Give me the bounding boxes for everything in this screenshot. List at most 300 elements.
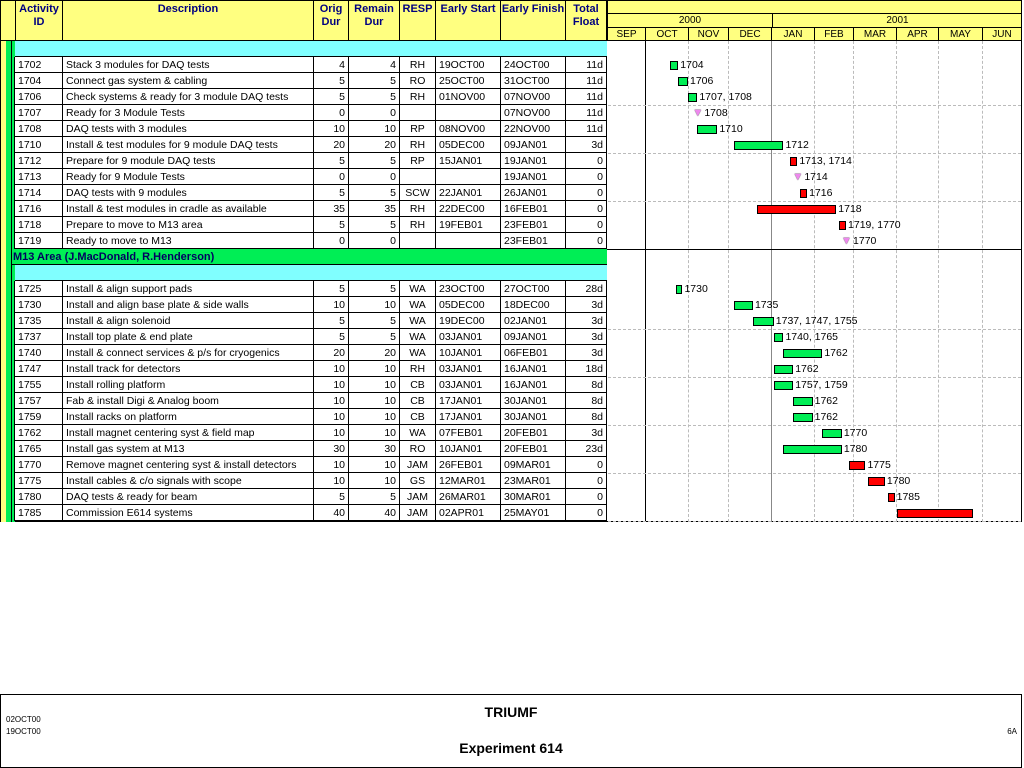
cell-early-start: 10JAN01 <box>435 345 500 361</box>
cell-remain-dur: 10 <box>348 409 399 425</box>
cell-activity-id: 1725 <box>14 281 62 297</box>
header-early-finish: Early Finish <box>501 1 566 41</box>
cell-total-float: 0 <box>565 457 606 473</box>
activity-bar <box>697 125 717 134</box>
section-divider <box>607 249 1022 250</box>
row-gridline <box>608 521 1021 522</box>
table-row <box>15 377 607 393</box>
cell-early-finish: 24OCT00 <box>500 57 565 73</box>
cell-resp: CB <box>399 393 435 409</box>
cell-resp <box>399 169 435 185</box>
cell-description: Install magnet centering syst & field map <box>62 425 313 441</box>
cell-description: Install rolling platform <box>62 377 313 393</box>
cell-remain-dur: 5 <box>348 89 399 105</box>
activity-bar <box>793 413 812 422</box>
bar-label: 1785 <box>896 491 920 503</box>
activity-bar <box>774 365 793 374</box>
cell-early-start: 02APR01 <box>435 505 500 521</box>
cell-early-start: 15JAN01 <box>435 153 500 169</box>
activity-bar <box>868 477 885 486</box>
bar-label: 1762 <box>795 363 819 375</box>
month-gridline <box>728 41 729 522</box>
section-spacer <box>15 41 607 57</box>
cell-orig-dur: 10 <box>313 473 348 489</box>
table-row <box>15 233 607 249</box>
cell-remain-dur: 5 <box>348 489 399 505</box>
activity-bar <box>793 397 812 406</box>
cell-orig-dur: 30 <box>313 441 348 457</box>
bar-label: 1719, 1770 <box>848 219 901 231</box>
cell-total-float: 0 <box>565 185 606 201</box>
cell-orig-dur: 5 <box>313 313 348 329</box>
milestone-diamond-icon: ▼ <box>792 171 804 183</box>
cell-early-finish: 07NOV00 <box>500 89 565 105</box>
cell-early-start: 03JAN01 <box>435 377 500 393</box>
bar-label: 1707, 1708 <box>699 91 752 103</box>
cell-orig-dur: 0 <box>313 169 348 185</box>
cell-resp: RH <box>399 57 435 73</box>
activity-bar <box>800 189 807 198</box>
month-mar: MAR <box>853 27 896 41</box>
cell-resp: WA <box>399 329 435 345</box>
table-row <box>15 57 607 73</box>
cell-description: DAQ tests & ready for beam <box>62 489 313 505</box>
cell-total-float: 11d <box>565 57 606 73</box>
month-may: MAY <box>938 27 982 41</box>
table-row <box>15 425 607 441</box>
column-header <box>0 0 1022 41</box>
bar-label: 1737, 1747, 1755 <box>775 315 858 327</box>
cell-early-start: 26FEB01 <box>435 457 500 473</box>
header-orig-dur: Orig Dur <box>314 1 349 41</box>
cell-early-finish: 16JAN01 <box>500 377 565 393</box>
month-jun: JUN <box>982 27 1021 41</box>
cell-early-start: 22JAN01 <box>435 185 500 201</box>
cell-remain-dur: 0 <box>348 233 399 249</box>
cell-total-float: 0 <box>565 473 606 489</box>
bar-label: 1712 <box>785 139 809 151</box>
month-gridline <box>771 41 772 522</box>
cell-early-finish: 16FEB01 <box>500 201 565 217</box>
cell-activity-id: 1762 <box>14 425 62 441</box>
cell-description: Install & align support pads <box>62 281 313 297</box>
header-remain-dur: Remain Dur <box>349 1 400 41</box>
cell-early-finish: 25MAY01 <box>500 505 565 521</box>
bar-label: 1762 <box>824 347 848 359</box>
cell-description: Ready for 9 Module Tests <box>62 169 313 185</box>
cell-early-finish: 23FEB01 <box>500 233 565 249</box>
cell-early-start: 08NOV00 <box>435 121 500 137</box>
cell-early-start: 12MAR01 <box>435 473 500 489</box>
month-gridline <box>938 41 939 522</box>
cell-resp: RO <box>399 73 435 89</box>
cell-activity-id: 1718 <box>14 217 62 233</box>
cell-resp: SCW <box>399 185 435 201</box>
cell-total-float: 0 <box>565 153 606 169</box>
activity-bar <box>676 285 683 294</box>
cell-orig-dur: 35 <box>313 201 348 217</box>
cell-early-start: 19OCT00 <box>435 57 500 73</box>
bar-label: 1708 <box>704 107 728 119</box>
activity-bar <box>790 157 797 166</box>
table-row <box>15 153 607 169</box>
bar-label: 1762 <box>814 411 838 423</box>
cell-activity-id: 1780 <box>14 489 62 505</box>
cell-resp: JAM <box>399 489 435 505</box>
cell-activity-id: 1710 <box>14 137 62 153</box>
cell-resp: RH <box>399 361 435 377</box>
month-oct: OCT <box>645 27 688 41</box>
start-date: 02OCT00 <box>6 715 41 724</box>
cell-total-float: 28d <box>565 281 606 297</box>
cell-orig-dur: 10 <box>313 361 348 377</box>
cell-activity-id: 1712 <box>14 153 62 169</box>
cell-resp: RP <box>399 121 435 137</box>
cell-early-finish: 27OCT00 <box>500 281 565 297</box>
table-row <box>15 169 607 185</box>
cell-remain-dur: 10 <box>348 361 399 377</box>
cell-orig-dur: 5 <box>313 329 348 345</box>
month-gridline <box>688 41 689 522</box>
cell-remain-dur: 40 <box>348 505 399 521</box>
milestone-diamond-icon: ▼ <box>841 235 852 247</box>
table-row <box>15 393 607 409</box>
activity-bar <box>774 381 793 390</box>
cell-early-start: 23OCT00 <box>435 281 500 297</box>
cell-description: Install top plate & end plate <box>62 329 313 345</box>
cell-orig-dur: 10 <box>313 457 348 473</box>
section-spacer <box>15 265 607 281</box>
bar-label: 1757, 1759 <box>795 379 848 391</box>
bar-label: 1762 <box>814 395 838 407</box>
cell-description: Install track for detectors <box>62 361 313 377</box>
cell-description: Ready to move to M13 <box>62 233 313 249</box>
cell-early-start: 05DEC00 <box>435 297 500 313</box>
cell-remain-dur: 10 <box>348 393 399 409</box>
activity-bar <box>822 429 842 438</box>
cell-total-float: 0 <box>565 233 606 249</box>
header-resp: RESP <box>400 1 436 41</box>
cell-remain-dur: 30 <box>348 441 399 457</box>
activity-bar <box>753 317 774 326</box>
cell-activity-id: 1714 <box>14 185 62 201</box>
row-gridline <box>608 105 1021 106</box>
cell-resp: RP <box>399 153 435 169</box>
cell-activity-id: 1730 <box>14 297 62 313</box>
activity-bar <box>783 445 841 454</box>
cell-early-finish: 30JAN01 <box>500 409 565 425</box>
cell-total-float: 8d <box>565 409 606 425</box>
cell-remain-dur: 5 <box>348 73 399 89</box>
cell-activity-id: 1765 <box>14 441 62 457</box>
cell-orig-dur: 5 <box>313 153 348 169</box>
cell-description: DAQ tests with 3 modules <box>62 121 313 137</box>
bar-label: 1716 <box>809 187 833 199</box>
cell-activity-id: 1740 <box>14 345 62 361</box>
table-row <box>15 297 607 313</box>
cell-resp: RO <box>399 441 435 457</box>
cell-early-start <box>435 105 500 121</box>
cell-total-float: 8d <box>565 393 606 409</box>
cell-total-float: 11d <box>565 73 606 89</box>
activity-bar <box>888 493 895 502</box>
cell-activity-id: 1735 <box>14 313 62 329</box>
cell-description: Stack 3 modules for DAQ tests <box>62 57 313 73</box>
cell-remain-dur: 10 <box>348 377 399 393</box>
cell-early-start: 26MAR01 <box>435 489 500 505</box>
cell-resp: RH <box>399 201 435 217</box>
cell-orig-dur: 4 <box>313 57 348 73</box>
activity-bar <box>670 61 678 70</box>
month-gridline <box>896 41 897 522</box>
table-row <box>15 217 607 233</box>
cell-orig-dur: 0 <box>313 105 348 121</box>
activity-bar <box>678 77 688 86</box>
cell-early-start: 19FEB01 <box>435 217 500 233</box>
cell-early-start: 05DEC00 <box>435 137 500 153</box>
cell-remain-dur: 4 <box>348 57 399 73</box>
table-row <box>15 361 607 377</box>
cell-remain-dur: 10 <box>348 297 399 313</box>
cell-orig-dur: 40 <box>313 505 348 521</box>
month-dec: DEC <box>728 27 771 41</box>
header-description: Description <box>63 1 314 41</box>
cell-remain-dur: 5 <box>348 329 399 345</box>
table-row <box>15 73 607 89</box>
cell-early-start: 17JAN01 <box>435 409 500 425</box>
activity-bar <box>734 301 753 310</box>
cell-activity-id: 1757 <box>14 393 62 409</box>
footer <box>0 694 1022 768</box>
cell-early-finish: 09JAN01 <box>500 137 565 153</box>
cell-early-finish: 20FEB01 <box>500 425 565 441</box>
cell-total-float: 3d <box>565 137 606 153</box>
table-row <box>15 409 607 425</box>
cell-orig-dur: 10 <box>313 297 348 313</box>
activity-bar <box>734 141 784 150</box>
bar-label: 1780 <box>886 475 911 487</box>
cell-orig-dur: 5 <box>313 217 348 233</box>
cell-remain-dur: 35 <box>348 201 399 217</box>
cell-early-finish: 20FEB01 <box>500 441 565 457</box>
cell-early-finish: 31OCT00 <box>500 73 565 89</box>
table-row <box>15 489 607 505</box>
cell-early-start: 10JAN01 <box>435 441 500 457</box>
activity-bar <box>757 205 836 214</box>
table-row <box>15 281 607 297</box>
cell-early-start: 07FEB01 <box>435 425 500 441</box>
cell-orig-dur: 0 <box>313 233 348 249</box>
cell-activity-id: 1775 <box>14 473 62 489</box>
month-gridline <box>982 41 983 522</box>
cell-total-float: 0 <box>565 201 606 217</box>
cell-early-start: 25OCT00 <box>435 73 500 89</box>
month-gridline <box>645 41 646 522</box>
cell-early-finish: 09JAN01 <box>500 329 565 345</box>
cell-early-finish: 30JAN01 <box>500 393 565 409</box>
bar-label: 1730 <box>684 283 708 295</box>
cell-description: Install & connect services & p/s for cryogenics <box>62 345 313 361</box>
cell-total-float: 23d <box>565 441 606 457</box>
cell-remain-dur: 10 <box>348 457 399 473</box>
cell-orig-dur: 10 <box>313 377 348 393</box>
cell-total-float: 3d <box>565 313 606 329</box>
cell-description: Connect gas system & cabling <box>62 73 313 89</box>
table-row <box>15 137 607 153</box>
cell-remain-dur: 5 <box>348 217 399 233</box>
cell-early-finish: 23MAR01 <box>500 473 565 489</box>
activity-bar <box>688 93 697 102</box>
cell-activity-id: 1755 <box>14 377 62 393</box>
cell-resp: RH <box>399 217 435 233</box>
cell-description: Install cables & c/o signals with scope <box>62 473 313 489</box>
cell-activity-id: 1704 <box>14 73 62 89</box>
month-nov: NOV <box>688 27 728 41</box>
bar-label: 1704 <box>680 59 704 71</box>
activity-bar <box>839 221 846 230</box>
cell-resp: GS <box>399 473 435 489</box>
cell-early-start <box>435 233 500 249</box>
cell-activity-id: 1759 <box>14 409 62 425</box>
cell-early-finish: 18DEC00 <box>500 297 565 313</box>
cell-remain-dur: 20 <box>348 345 399 361</box>
cell-orig-dur: 5 <box>313 489 348 505</box>
sheet-number: 6A <box>1007 727 1017 736</box>
cell-early-finish: 16JAN01 <box>500 361 565 377</box>
row-gridline <box>608 153 1021 154</box>
cell-remain-dur: 5 <box>348 281 399 297</box>
table-row <box>15 105 607 121</box>
bar-label: 1740, 1765 <box>785 331 839 343</box>
cell-activity-id: 1708 <box>14 121 62 137</box>
cell-orig-dur: 10 <box>313 121 348 137</box>
cell-activity-id: 1707 <box>14 105 62 121</box>
cell-early-finish: 19JAN01 <box>500 153 565 169</box>
cell-total-float: 18d <box>565 361 606 377</box>
milestone-diamond-icon: ▼ <box>692 107 704 119</box>
year-2001: 2001 <box>772 13 1022 27</box>
cell-early-finish: 07NOV00 <box>500 105 565 121</box>
bar-label: 1714 <box>804 171 828 183</box>
cell-activity-id: 1716 <box>14 201 62 217</box>
cell-activity-id: 1747 <box>14 361 62 377</box>
month-apr: APR <box>896 27 938 41</box>
cell-remain-dur: 10 <box>348 473 399 489</box>
cell-description: Install & test modules in cradle as available <box>62 201 313 217</box>
cell-description: DAQ tests with 9 modules <box>62 185 313 201</box>
section-title: M13 Area (J.MacDonald, R.Henderson) <box>12 249 607 265</box>
cell-description: Install and align base plate & side walls <box>62 297 313 313</box>
row-gridline <box>608 201 1021 202</box>
month-feb: FEB <box>814 27 853 41</box>
header-activity-id: Activity ID <box>15 1 63 41</box>
cell-early-finish: 23FEB01 <box>500 217 565 233</box>
row-gridline <box>608 473 1021 474</box>
cell-total-float: 3d <box>565 425 606 441</box>
data-date: 19OCT00 <box>6 727 41 736</box>
cell-remain-dur: 5 <box>348 153 399 169</box>
cell-description: Install & test modules for 9 module DAQ tests <box>62 137 313 153</box>
table-row <box>15 345 607 361</box>
cell-activity-id: 1770 <box>14 457 62 473</box>
cell-total-float: 0 <box>565 489 606 505</box>
cell-remain-dur: 10 <box>348 425 399 441</box>
table-row <box>15 441 607 457</box>
cell-early-finish: 02JAN01 <box>500 313 565 329</box>
cell-total-float: 8d <box>565 377 606 393</box>
cell-description: Install & align solenoid <box>62 313 313 329</box>
row-gridline <box>608 329 1021 330</box>
cell-remain-dur: 0 <box>348 105 399 121</box>
cell-resp: RH <box>399 137 435 153</box>
cell-resp: WA <box>399 297 435 313</box>
cell-remain-dur: 10 <box>348 121 399 137</box>
cell-remain-dur: 5 <box>348 313 399 329</box>
cell-activity-id: 1706 <box>14 89 62 105</box>
cell-resp <box>399 233 435 249</box>
cell-total-float: 3d <box>565 345 606 361</box>
cell-early-finish: 19JAN01 <box>500 169 565 185</box>
bar-label: 1735 <box>754 299 779 311</box>
cell-resp: WA <box>399 313 435 329</box>
bar-label: 1780 <box>843 443 868 455</box>
activity-bar <box>849 461 866 470</box>
cell-resp: WA <box>399 281 435 297</box>
cell-orig-dur: 10 <box>313 425 348 441</box>
project-title: Experiment 614 <box>459 740 563 756</box>
cell-total-float: 3d <box>565 329 606 345</box>
activity-bar <box>783 349 822 358</box>
cell-early-start: 17JAN01 <box>435 393 500 409</box>
cell-description: Remove magnet centering syst & install detectors <box>62 457 313 473</box>
cell-orig-dur: 5 <box>313 281 348 297</box>
header-total-float: Total Float <box>566 1 607 41</box>
cell-early-start: 01NOV00 <box>435 89 500 105</box>
cell-orig-dur: 5 <box>313 89 348 105</box>
cell-orig-dur: 20 <box>313 137 348 153</box>
cell-total-float: 11d <box>565 89 606 105</box>
table-row <box>15 121 607 137</box>
cell-resp: JAM <box>399 457 435 473</box>
table-row <box>15 473 607 489</box>
table-row <box>15 457 607 473</box>
table-row <box>15 201 607 217</box>
cell-orig-dur: 20 <box>313 345 348 361</box>
cell-early-finish: 30MAR01 <box>500 489 565 505</box>
table-row <box>15 185 607 201</box>
row-gridline <box>608 425 1021 426</box>
bar-label: 1775 <box>867 459 891 471</box>
header-early-start: Early Start <box>436 1 501 41</box>
org-title: TRIUMF <box>484 704 538 720</box>
table-row <box>15 329 607 345</box>
cell-early-start: 22DEC00 <box>435 201 500 217</box>
bar-label: 1710 <box>719 123 743 135</box>
cell-orig-dur: 10 <box>313 393 348 409</box>
cell-description: Ready for 3 Module Tests <box>62 105 313 121</box>
bar-label: 1706 <box>690 75 714 87</box>
cell-description: Prepare to move to M13 area <box>62 217 313 233</box>
year-2000: 2000 <box>607 13 772 27</box>
cell-early-finish: 06FEB01 <box>500 345 565 361</box>
bar-label: 1718 <box>838 203 862 215</box>
cell-early-start: 03JAN01 <box>435 329 500 345</box>
cell-description: Prepare for 9 module DAQ tests <box>62 153 313 169</box>
cell-early-finish: 09MAR01 <box>500 457 565 473</box>
cell-resp <box>399 105 435 121</box>
cell-early-finish: 26JAN01 <box>500 185 565 201</box>
cell-resp: CB <box>399 409 435 425</box>
